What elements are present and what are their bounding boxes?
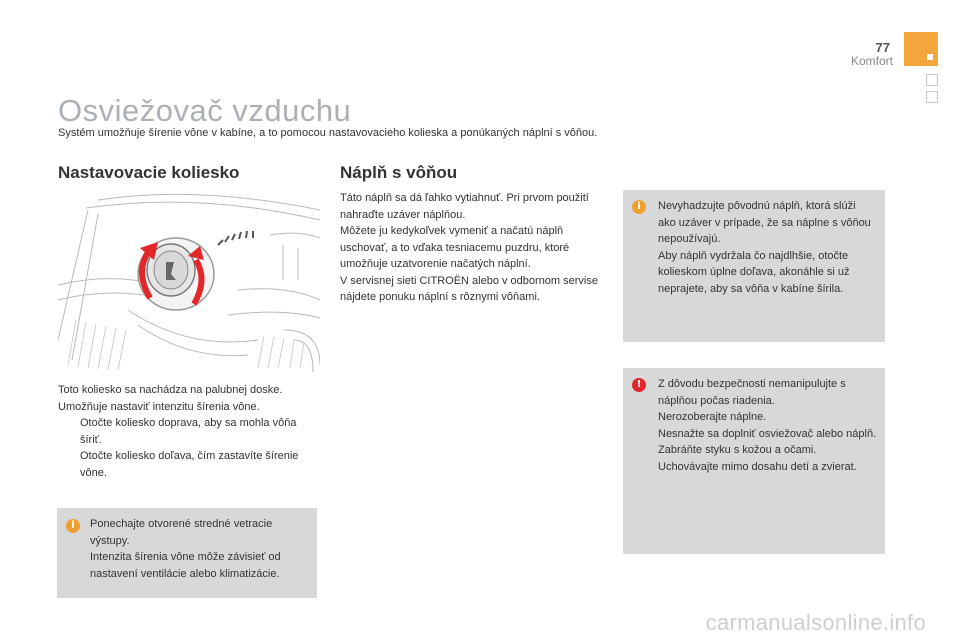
note-line: Aby náplň vydržala čo najdlhšie, otočte kolieskom úplne doľava, akonáhle si už neprajete, aby sa vôňa v kabíne šírila. — [658, 249, 850, 295]
bullet-marker — [58, 415, 80, 448]
page-title: Osviežovač vzduchu — [58, 93, 352, 128]
bullet-item — [58, 448, 320, 481]
info-note-left — [57, 508, 317, 598]
note-line: Z dôvodu bezpečnosti nemanipulujte s náplňou počas riadenia. — [658, 378, 846, 407]
warning-icon: ! — [632, 378, 646, 392]
warning-note — [623, 368, 885, 554]
info-icon: i — [66, 519, 80, 533]
left-text — [58, 382, 320, 481]
bullet-item — [58, 415, 320, 448]
info-icon: i — [632, 200, 646, 214]
watermark: carmanualsonline.info — [705, 610, 926, 635]
bullet-text: Otočte koliesko doľava, čím zastavíte šírenie vône. — [80, 450, 299, 479]
paragraph: V servisnej sieti CITROËN alebo v odbornom servise nájdete ponuku náplní s rôznymi vôňami. — [340, 274, 598, 303]
note-line: Zabráňte styku s kožou a očami. — [658, 444, 817, 456]
page-number: 77 — [875, 40, 890, 55]
bullet-text: Otočte koliesko doprava, aby sa mohla vôňa šíriť. — [80, 417, 297, 446]
dashboard-knob-illustration — [58, 190, 320, 372]
info-note-right — [623, 190, 885, 342]
text-line: Toto koliesko sa nachádza na palubnej doske. — [58, 384, 283, 396]
paragraph: Táto náplň sa dá ľahko vytiahnuť. Pri prvom použití nahraďte uzáver náplňou. — [340, 192, 589, 221]
bullet-marker — [58, 448, 80, 481]
note-line: Nevyhadzujte pôvodnú náplň, ktorá slúži ako uzáver v prípade, že sa náplne s vôňou nepoužívajú. — [658, 200, 871, 245]
tab-box-icon — [926, 74, 938, 86]
note-line: Uchovávajte mimo dosahu detí a zvierat. — [658, 460, 857, 473]
tab-square-icon — [927, 54, 933, 60]
note-line: Ponechajte otvorené stredné vetracie výstupy. — [90, 518, 273, 547]
text-line: Umožňuje nastaviť intenzitu šírenia vône. — [58, 400, 260, 413]
note-line: Nerozoberajte náplne. — [658, 411, 767, 423]
page-subtitle: Systém umožňuje šírenie vône v kabíne, a to pomocou nastavovacieho kolieska a ponúkaných náplní s vôňou. — [58, 127, 598, 139]
middle-heading: Náplň s vôňou — [340, 163, 458, 182]
section-tab-icon — [904, 32, 938, 66]
middle-text — [340, 190, 602, 306]
note-line: Intenzita šírenia vône môže závisieť od nastavení ventilácie alebo klimatizácie. — [90, 551, 281, 580]
left-heading: Nastavovacie koliesko — [58, 163, 240, 182]
note-line: Nesnažte sa doplniť osviežovač alebo náplň. — [658, 427, 877, 440]
paragraph: Môžete ju kedykoľvek vymeniť a načatú náplň uschovať, a to vďaka tesniacemu puzdru, ktoré umožňuje uzatvorenie načatých náplní. — [340, 225, 570, 270]
tab-box-icon — [926, 91, 938, 103]
section-name: Komfort — [850, 54, 893, 68]
